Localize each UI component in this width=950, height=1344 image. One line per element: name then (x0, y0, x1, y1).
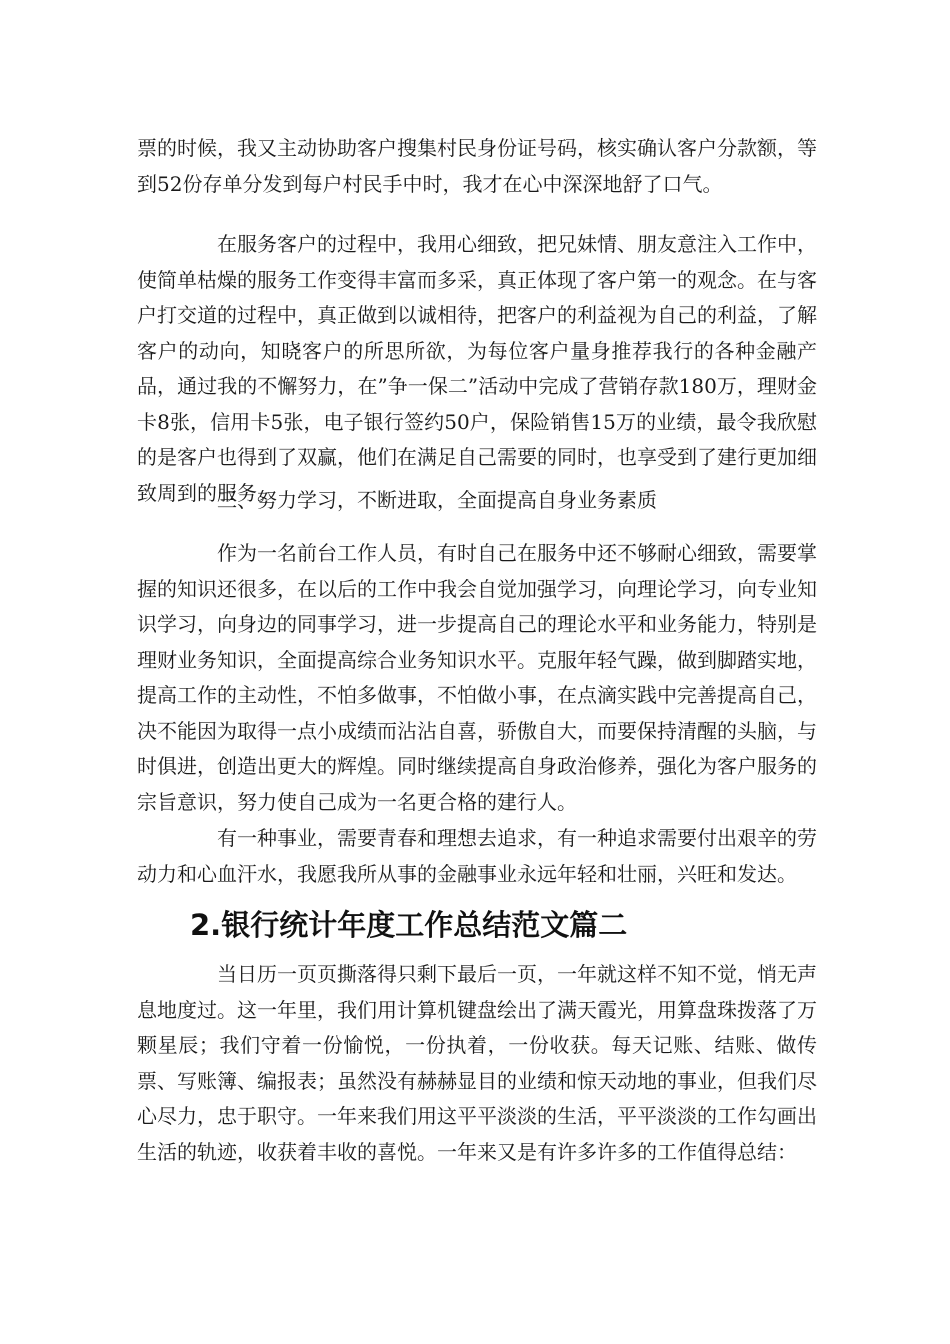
paragraph-customer-service: 在服务客户的过程中，我用心细致，把兄妹情、朋友意注入工作中，使简单枯燥的服务工作变得丰富而多采，真正体现了客户第一的观念。在与客户打交道的过程中，真正做到以诚相待，把客户的利益视为自己的利益，了解客户的动向，知晓客户的所思所欲，为每位客户量身推荐我行的各种金融产品，通过我的不懈努力，在”争一保二”活动中完成了营销存款180万，理财金卡8张，信用卡5张，电子银行签约50户，保险销售15万的业绩，最令我欣慰的是客户也得到了双赢，他们在满足自己需要的同时，也享受到了建行更加细致周到的服务。 (137, 232, 817, 505)
paragraph-closing: 有一种事业，需要青春和理想去追求，有一种追求需要付出艰辛的劳动力和心血汗水，我愿我所从事的金融事业永远年轻和壮丽，兴旺和发达。 (137, 826, 817, 886)
paragraph-section2-intro: 当日历一页页撕落得只剩下最后一页，一年就这样不知不觉，悄无声息地度过。这一年里，我们用计算机键盘绘出了满天霞光，用算盘珠拨落了万颗星辰；我们守着一份愉悦，一份执着，一份收获。每天记账、结账、做传票、写账簿、编报表；虽然没有赫赫显目的业绩和惊天动地的事业，但我们尽心尽力，忠于职守。一年来我们用这平平淡淡的生活，平平淡淡的工作勾画出生活的轨迹，收获着丰收的喜悦。一年来又是有许多许多的工作值得总结： (137, 962, 817, 1164)
paragraph-continuation: 票的时候，我又主动协助客户搜集村民身份证号码，核实确认客户分款额，等到52份存单分发到每户村民手中时，我才在心中深深地舒了口气。 (137, 136, 817, 196)
section-subheading-study: 三、努力学习，不断进取，全面提高自身业务素质 (217, 488, 657, 512)
paragraph-study-plan: 作为一名前台工作人员，有时自己在服务中还不够耐心细致，需要掌握的知识还很多，在以后的工作中我会自觉加强学习，向理论学习，向专业知识学习，向身边的同事学习，进一步提高自己的理论水平和业务能力，特别是理财业务知识，全面提高综合业务知识水平。克服年轻气躁，做到脚踏实地，提高工作的主动性，不怕多做事，不怕做小事，在点滴实践中完善提高自己，决不能因为取得一点小成绩而沾沾自喜，骄傲自大，而要保持清醒的头脑，与时俱进，创造出更大的辉煌。同时继续提高自身政治修养，强化为客户服务的宗旨意识，努力使自己成为一名更合格的建行人。 (137, 541, 817, 814)
section-heading: 2.银行统计年度工作总结范文篇二 (190, 908, 628, 942)
